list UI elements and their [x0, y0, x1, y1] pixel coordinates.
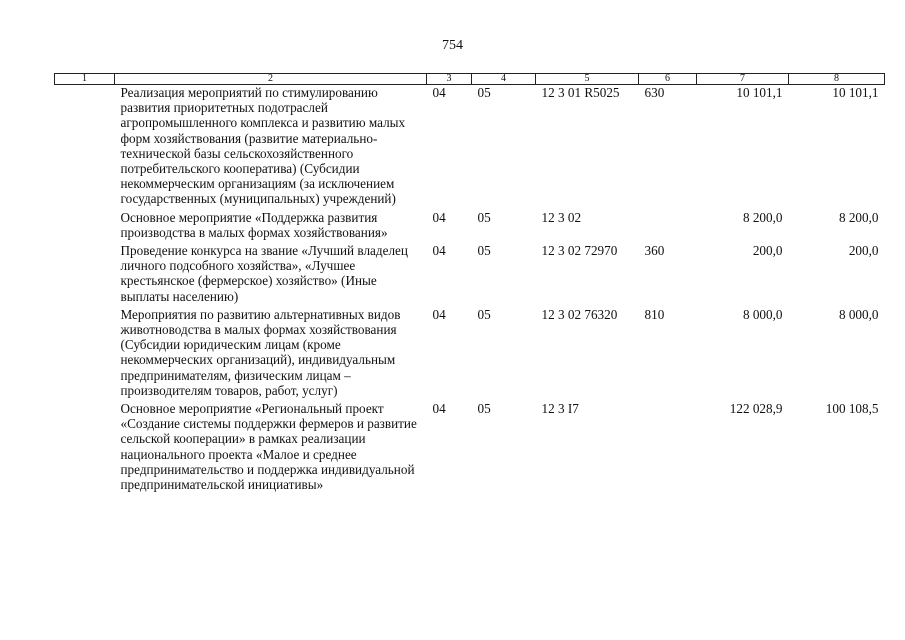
- cell-col1: [55, 243, 115, 307]
- header-col-5: 5: [536, 74, 639, 85]
- header-row: [55, 74, 885, 85]
- cell-expense-type: [639, 401, 697, 495]
- cell-col1: [55, 85, 115, 210]
- cell-sum-1: 200,0: [752, 243, 783, 259]
- cell-subsection: 05: [477, 306, 491, 322]
- cell-subsection: 05: [477, 401, 491, 417]
- cell-subsection: 05: [477, 209, 491, 225]
- cell-section: 04: [432, 209, 446, 225]
- header-col-4: 4: [472, 74, 536, 85]
- cell-sum-2: 100 108,5: [825, 401, 879, 417]
- header-col-7: 7: [697, 74, 789, 85]
- cell-section: 04: [432, 401, 446, 417]
- cell-target: 12 3 02: [541, 209, 582, 225]
- table-body: [55, 85, 885, 496]
- cell-section: 04: [432, 85, 446, 100]
- table-header: [55, 74, 885, 85]
- cell-name: Реализация мероприятий по стимулированию развития приоритетных подотраслей агропромышленного комплекса и развитию малых форм хозяйствования (развитие материально-технической базы сельскохозяйственного потребительского кооператива) (Субсидии некоммерческим организациям (за исключением государственных (муниципальных) учреждений): [120, 85, 406, 207]
- table-row: [55, 85, 885, 210]
- cell-sum-2: 10 101,1: [832, 85, 879, 100]
- cell-expense-type: 630: [644, 85, 665, 100]
- cell-subsection: 05: [477, 85, 491, 100]
- cell-sum-2: 8 200,0: [838, 209, 879, 225]
- header-col-1: 1: [55, 74, 115, 85]
- cell-target: 12 3 02 72970: [541, 243, 618, 259]
- cell-name: Проведение конкурса на звание «Лучший владелец личного подсобного хозяйства», «Лучшее крестьянское (фермерское) хозяйство» (Иные выплаты населению): [120, 243, 408, 304]
- cell-col1: [55, 401, 115, 495]
- table-row: [55, 210, 885, 243]
- header-col-8: 8: [789, 74, 885, 85]
- header-col-2: 2: [115, 74, 427, 85]
- table-row: [55, 401, 885, 495]
- cell-col1: [55, 210, 115, 243]
- cell-subsection: 05: [477, 243, 491, 259]
- cell-section: 04: [432, 243, 446, 259]
- cell-sum-1: 8 000,0: [742, 306, 783, 322]
- page-number: 754: [442, 38, 463, 53]
- header-col-3: 3: [427, 74, 472, 85]
- cell-name: Основное мероприятие «Региональный проект «Создание системы поддержки фермеров и развитие сельской кооперации» в рамках реализации национального проекта «Малое и среднее предпринимательство и поддержка индивидуальной предпринимательской инициативы»: [120, 401, 417, 493]
- budget-table: [54, 73, 885, 495]
- cell-expense-type: [639, 210, 697, 243]
- cell-name: Основное мероприятие «Поддержка развития производства в малых формах хозяйствования»: [120, 209, 388, 240]
- cell-col1: [55, 307, 115, 401]
- table-row: [55, 243, 885, 307]
- header-col-6: 6: [639, 74, 697, 85]
- cell-sum-1: 8 200,0: [742, 209, 783, 225]
- cell-sum-2: 8 000,0: [838, 306, 879, 322]
- cell-target: 12 3 I7: [541, 401, 579, 417]
- cell-sum-1: 10 101,1: [736, 85, 783, 100]
- cell-target: 12 3 01 R5025: [541, 85, 620, 100]
- cell-expense-type: 810: [644, 306, 665, 322]
- cell-name: Мероприятия по развитию альтернативных видов животноводства в малых формах хозяйствования (Субсидии юридическим лицам (кроме некоммерческих организаций), индивидуальным предпринимателям, физическим лицам – производителям товаров, работ, услуг): [120, 306, 401, 398]
- cell-expense-type: 360: [644, 243, 665, 259]
- cell-sum-2: 200,0: [848, 243, 879, 259]
- cell-sum-1: 122 028,9: [729, 401, 783, 417]
- cell-section: 04: [432, 306, 446, 322]
- table-row: [55, 307, 885, 401]
- cell-target: 12 3 02 76320: [541, 306, 618, 322]
